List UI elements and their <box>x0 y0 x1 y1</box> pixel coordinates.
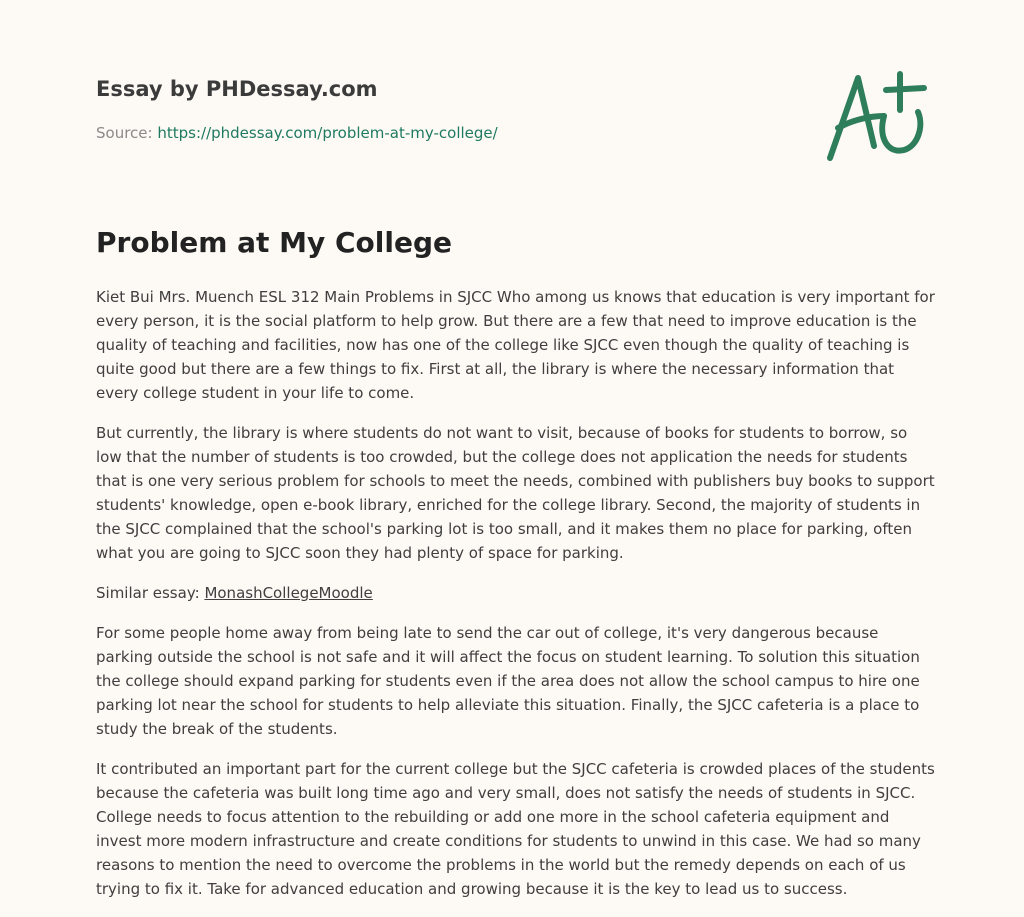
source-link[interactable]: https://phdessay.com/problem-at-my-college/ <box>157 124 498 142</box>
similar-essay <box>96 581 936 605</box>
site-title: Essay by PHDessay.com <box>96 77 378 101</box>
essay-paragraph-2: But currently, the library is where students do not want to visit, because of books for students to borrow, so low that the number of students is too crowded, but the college does not application the needs for students that is one very serious problem for schools to meet the needs, combined with publishers buy books to support students' knowledge, open e-book library, enriched for the college library. Second, the majority of students in the SJCC complained that the school's parking lot is too small, and it makes them no place for parking, often what you are going to SJCC soon they had plenty of space for parking. <box>96 424 935 562</box>
similar-essay-label: Similar essay: <box>96 584 200 602</box>
essay-body <box>96 285 936 917</box>
essay-paragraph-3: For some people home away from being late to send the car out of college, it's very dangerous because parking outside the school is not safe and it will affect the focus on student learning. To solution this situation the college should expand parking for students even if the area does not allow the school campus to hire one parking lot near the school for students to help alleviate this situation. Finally, the SJCC cafeteria is a place to study the break of the students. <box>96 624 920 738</box>
similar-essay-link[interactable]: MonashCollegeMoodle <box>204 584 373 602</box>
essay-paragraph-4: It contributed an important part for the current college but the SJCC cafeteria is crowded places of the students because the cafeteria was built long time ago and very small, does not satisfy the needs of students in SJCC. College needs to focus attention to the rebuilding or add one more in the school cafeteria equipment and invest more modern infrastructure and create conditions for students to unwind in this case. We had so many reasons to mention the need to overcome the problems in the world but the remedy depends on each of us trying to fix it. Take for advanced education and growing because it is the key to lead us to success. <box>96 760 935 898</box>
source-label: Source: <box>96 124 153 142</box>
essay-paragraph-1: Kiet Bui Mrs. Muench ESL 312 Main Problems in SJCC Who among us knows that education is very important for every person, it is the social platform to help grow. But there are a few that need to improve education is the quality of teaching and facilities, now has one of the college like SJCC even though the quality of teaching is quite good but there are a few things to fix. First at all, the library is where the necessary information that every college student in your life to come. <box>96 288 935 402</box>
source-line <box>96 124 498 142</box>
essay-title: Problem at My College <box>96 226 453 259</box>
a-plus-logo-icon <box>822 66 932 166</box>
